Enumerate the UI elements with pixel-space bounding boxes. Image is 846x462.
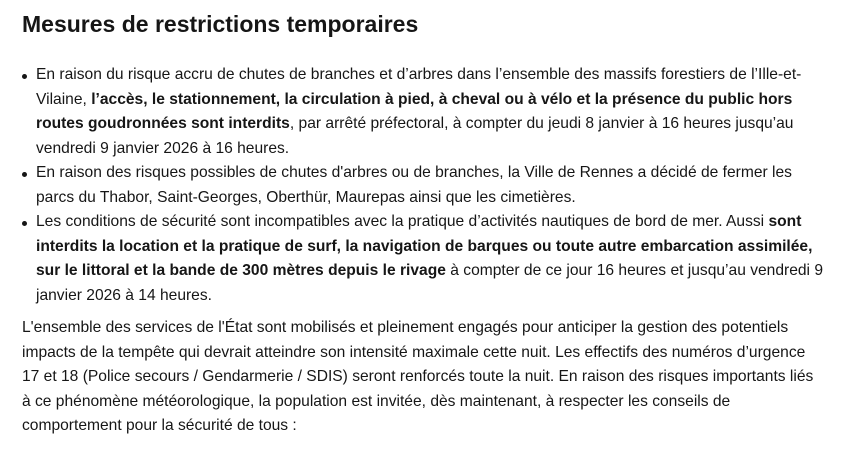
- list-item-text: , par arrêté préfectoral, à compter du jeudi 8 janvier à 16 heures jusqu’au vendredi 9 janvier 2026 à 16 heures.: [36, 115, 794, 157]
- list-item-text: En raison des risques possibles de chutes d'arbres ou de branches, la Ville de Rennes a décidé de fermer les parcs du Thabor, Saint-Georges, Oberthür, Maurepas ainsi que les cimetières.: [36, 164, 792, 206]
- list-item: [22, 210, 826, 308]
- bullet-icon: [22, 172, 27, 177]
- restriction-list: [22, 63, 826, 308]
- list-item: [22, 161, 826, 210]
- list-item-text: à compter de ce jour 16 heures et jusqu’au vendredi 9 janvier 2026 à 14 heures.: [36, 262, 824, 304]
- list-item-text: Les conditions de sécurité sont incompatibles avec la pratique d’activités nautiques de bord de mer. Aussi: [36, 213, 769, 230]
- list-item-text: En raison du risque accru de chutes de branches et d’arbres dans l’ensemble des massifs forestiers de l’Ille-et-Vilaine,: [36, 66, 802, 108]
- bullet-icon: [22, 221, 27, 226]
- info-paragraph: L'ensemble des services de l'État sont mobilisés et pleinement engagés pour anticiper la gestion des potentiels impacts de la tempête qui devrait atteindre son intensité maximale cette nuit. Les effectifs des numéros d’urgence 17 et 18 (Police secours / Gendarmerie / SDIS) seront renforcés toute la nuit. En raison des risques importants liés à ce phénomène météorologique, la population est invitée, dès maintenant, à respecter les conseils de comportement pour la sécurité de tous :: [22, 319, 814, 434]
- list-item-bold-text: sont interdits la location et la pratique de surf, la navigation de barques ou toute autre embarcation assimilée, sur le littoral et la bande de 300 mètres depuis le rivage: [36, 213, 813, 279]
- page-title: Mesures de restrictions temporaires: [22, 11, 419, 37]
- bullet-icon: [22, 74, 27, 79]
- list-item: [22, 63, 826, 161]
- list-item-bold-text: l’accès, le stationnement, la circulation à pied, à cheval ou à vélo et la présence du public hors routes goudronnées sont interdits: [36, 90, 793, 132]
